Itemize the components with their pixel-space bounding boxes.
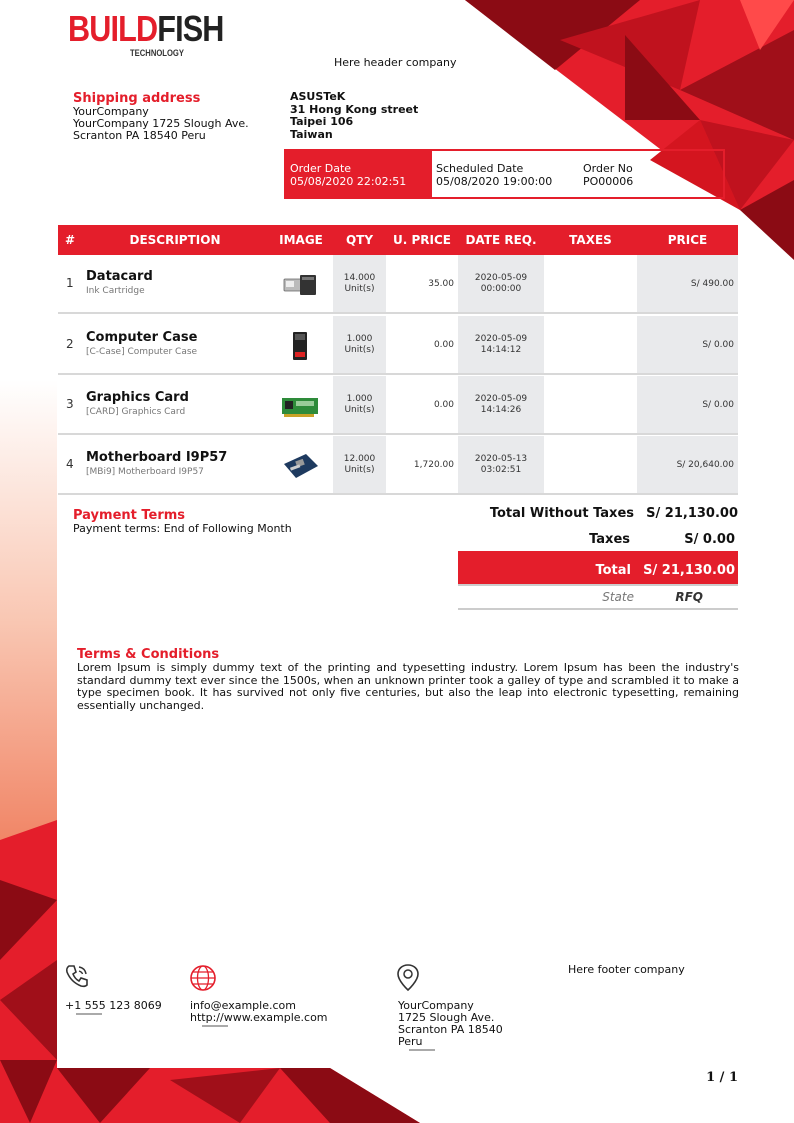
product-description: [C-Case] Computer Case [86, 347, 198, 357]
date-req-cell [458, 394, 544, 416]
payment-terms-text: Payment terms: End of Following Month [73, 522, 292, 535]
product-name: Computer Case [86, 330, 198, 345]
order-date-value: 05/08/2020 22:02:51 [290, 175, 407, 188]
table-row [58, 316, 738, 375]
footer-address-line: YourCompany [398, 999, 474, 1012]
row-number: 1 [66, 276, 74, 290]
row-number: 2 [66, 337, 74, 351]
total-value: S/ 21,130.00 [643, 563, 735, 578]
qty-cell [333, 394, 386, 416]
qty-value: 14.000 [343, 273, 376, 283]
date-req-cell [458, 454, 544, 476]
date-req-time: 03:02:51 [480, 465, 522, 475]
row-number: 3 [66, 397, 74, 411]
footer-phone: +1 555 123 8069 [65, 999, 162, 1012]
qty-unit: Unit(s) [344, 465, 375, 475]
col-header-number: # [64, 233, 76, 247]
qty-unit: Unit(s) [344, 405, 375, 415]
vendor-line: Taiwan [290, 127, 333, 141]
qty-cell [333, 334, 386, 356]
vendor-line: Taipei 106 [290, 115, 354, 128]
company-logo [68, 10, 224, 48]
qty-unit: Unit(s) [344, 284, 375, 294]
date-req-date: 2020-05-09 [474, 334, 528, 344]
page-number: 1 / 1 [706, 1070, 738, 1085]
date-req-time: 00:00:00 [480, 284, 522, 294]
terms-title: Terms & Conditions [77, 647, 220, 662]
globe-icon [188, 963, 218, 993]
order-date-label: Order Date [290, 162, 352, 175]
qty-cell [333, 454, 386, 476]
unit-price: 35.00 [428, 279, 454, 289]
shipping-title: Shipping address [73, 91, 201, 106]
qty-value: 1.000 [346, 334, 373, 344]
total-label: Total [595, 563, 631, 578]
state-label: State [602, 590, 634, 604]
col-header-description: DESCRIPTION [129, 233, 221, 247]
date-req-time: 14:14:26 [480, 405, 522, 415]
taxes-value: S/ 0.00 [684, 532, 735, 547]
vendor-line: ASUSTeK [290, 90, 346, 103]
product-name: Datacard [86, 269, 153, 284]
line-price: S/ 0.00 [702, 340, 734, 350]
scheduled-date-block [436, 162, 552, 188]
unit-price: 1,720.00 [413, 460, 454, 470]
unit-price: 0.00 [433, 400, 454, 410]
row-number: 4 [66, 457, 74, 471]
col-header-price: PRICE [667, 233, 708, 247]
product-name: Graphics Card [86, 390, 189, 405]
header-company: Here header company [334, 56, 457, 69]
col-header-unit-price: U. PRICE [393, 233, 451, 247]
line-price: S/ 0.00 [702, 400, 734, 410]
product-description: Ink Cartridge [86, 286, 145, 296]
scheduled-date-value: 05/08/2020 19:00:00 [436, 175, 553, 188]
location-pin-icon [396, 963, 420, 993]
date-req-date: 2020-05-13 [474, 454, 528, 464]
order-date-block [290, 162, 406, 188]
motherboard-image [280, 450, 320, 482]
footer-address [398, 1000, 503, 1048]
shipping-line: Scranton PA 18540 Peru [73, 129, 206, 142]
total-without-taxes-label: Total Without Taxes [489, 506, 634, 521]
payment-terms-title: Payment Terms [73, 508, 186, 523]
footer-website[interactable]: http://www.example.com [190, 1011, 328, 1024]
computer-case-image [280, 330, 320, 362]
table-header [58, 225, 738, 255]
date-req-time: 14:14:12 [480, 345, 522, 355]
col-header-date-req: DATE REQ. [465, 233, 537, 247]
footer-contact [190, 1000, 328, 1024]
footer-address-line: 1725 Slough Ave. [398, 1011, 495, 1024]
scheduled-date-label: Scheduled Date [436, 162, 524, 175]
table-row [58, 255, 738, 314]
date-req-cell [458, 334, 544, 356]
footer-address-line: Scranton PA 18540 [398, 1023, 503, 1036]
order-no-block [583, 162, 633, 188]
total-without-taxes-value: S/ 21,130.00 [646, 506, 738, 521]
product-description: [CARD] Graphics Card [86, 407, 186, 417]
qty-cell [333, 273, 386, 295]
unit-price: 0.00 [433, 340, 454, 350]
col-header-taxes: TAXES [569, 233, 612, 247]
shipping-address [73, 106, 249, 142]
datacard-image [280, 269, 320, 301]
taxes-label: Taxes [589, 532, 630, 547]
qty-unit: Unit(s) [344, 345, 375, 355]
logo-text-fish: FISH [157, 8, 224, 49]
qty-value: 1.000 [346, 394, 373, 404]
qty-value: 12.000 [343, 454, 376, 464]
shipping-line: YourCompany [73, 105, 149, 118]
logo-tagline: TECHNOLOGY [130, 48, 184, 58]
line-price: S/ 490.00 [690, 279, 734, 289]
col-header-image: IMAGE [279, 233, 323, 247]
date-req-cell [458, 273, 544, 295]
order-no-label: Order No [583, 162, 633, 175]
date-req-date: 2020-05-09 [474, 394, 528, 404]
order-no-value: PO00006 [583, 175, 634, 188]
state-value: RFQ [675, 590, 703, 604]
footer-company: Here footer company [568, 963, 685, 976]
date-req-date: 2020-05-09 [474, 273, 528, 283]
col-header-qty: QTY [345, 233, 374, 247]
phone-icon [63, 962, 91, 990]
product-name: Motherboard I9P57 [86, 450, 228, 465]
vendor-line: 31 Hong Kong street [290, 102, 419, 116]
footer-email[interactable]: info@example.com [190, 999, 296, 1012]
table-row [58, 376, 738, 435]
line-price: S/ 20,640.00 [676, 460, 734, 470]
shipping-line: YourCompany 1725 Slough Ave. [73, 117, 249, 130]
footer-address-line: Peru [398, 1035, 423, 1048]
logo-text-build: BUILD [68, 8, 158, 49]
graphics-card-image [280, 390, 320, 422]
table-row [58, 436, 738, 495]
terms-text: Lorem Ipsum is simply dummy text of the printing and typesetting industry. Lorem Ipsum has been the industry's standard dummy text ever since the 1500s, when an unknown printer took a galley of type and scrambled it to make a type specimen book. It has survived not only five centuries, but also the leap into electronic typesetting, remaining essentially unchanged. [77, 661, 739, 712]
product-description: [MBi9] Motherboard I9P57 [86, 467, 204, 477]
vendor-address [290, 91, 418, 141]
